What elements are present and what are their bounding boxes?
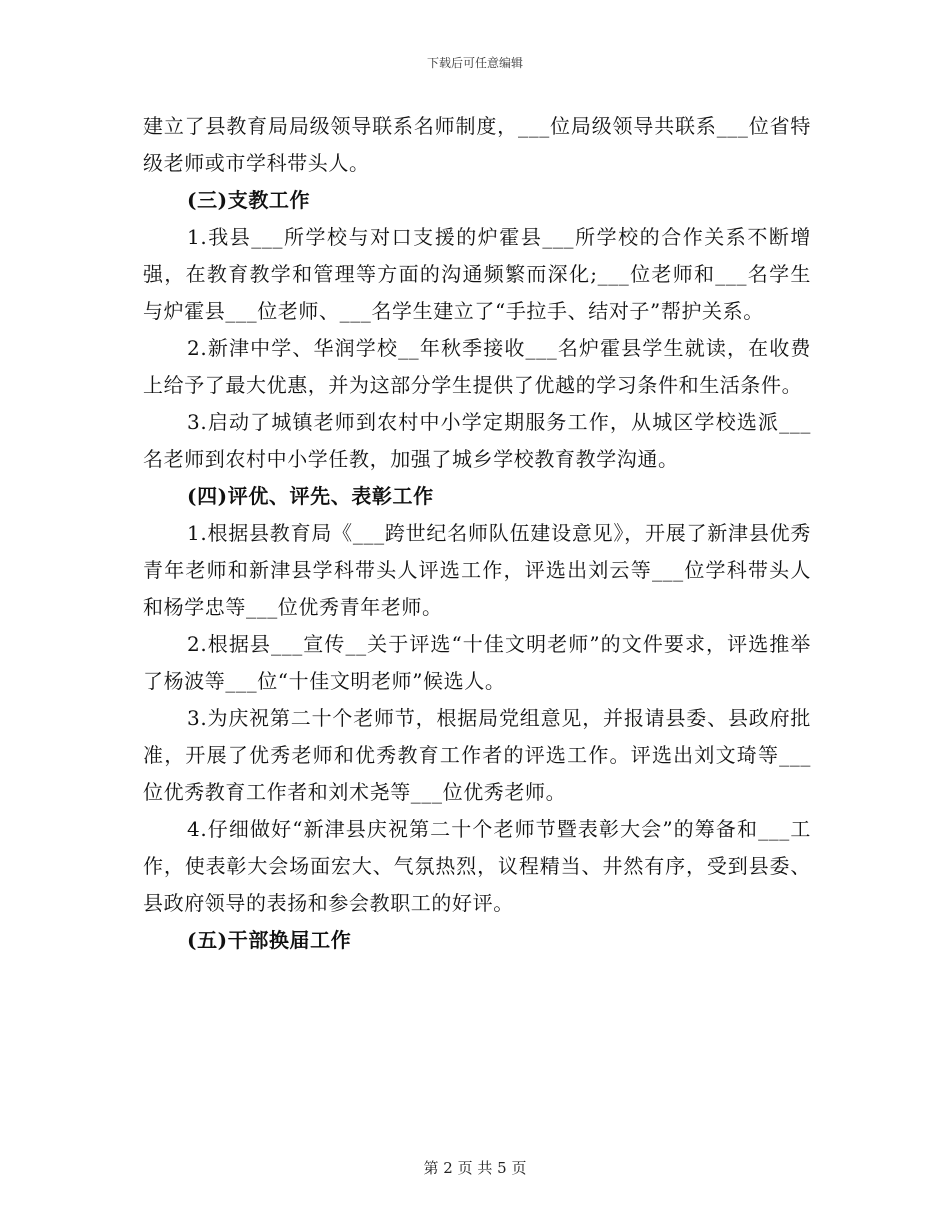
paragraph-4-1: 1.根据县教育局《___跨世纪名师队伍建设意见》，开展了新津县优秀青年老师和新津县学科带头人评选工作，评选出刘云等___位学科带头人和杨学忠等___位优秀青年老师。	[143, 521, 811, 619]
section-heading-4: (四)评优、评先、表彰工作	[187, 484, 434, 508]
paragraph-3-2: 2.新津中学、华润学校__年秋季接收___名炉霍县学生就读，在收费上给予了最大优惠，并为这部分学生提供了优越的学习条件和生活条件。	[143, 336, 811, 397]
paragraph-4-3: 3.为庆祝第二十个老师节，根据局党组意见，并报请县委、县政府批准，开展了优秀老师和优秀教育工作者的评选工作。评选出刘文琦等___位优秀教育工作者和刘术尧等___位优秀老师。	[143, 706, 811, 804]
paragraph-4-2: 2.根据县___宣传__关于评选“十佳文明老师”的文件要求，评选推举了杨波等___位“十佳文明老师”候选人。	[143, 632, 811, 693]
page-number: 第 2 页 共 5 页	[423, 1159, 527, 1177]
page-header-note: 下载后可任意编辑	[426, 56, 523, 70]
section-heading-5: (五)干部换届工作	[187, 928, 352, 952]
paragraph-3-1: 1.我县___所学校与对口支援的炉霍县___所学校的合作关系不断增强，在教育教学和管理等方面的沟通频繁而深化;___位老师和___名学生与炉霍县___位老师、___名学生建立了“手拉手、结对子”帮护关系。	[143, 225, 811, 323]
section-heading-3: (三)支教工作	[187, 188, 311, 212]
paragraph-continued: 建立了县教育局局级领导联系名师制度，___位局级领导共联系___位省特级老师或市学科带头人。	[143, 114, 811, 175]
paragraph-4-4: 4.仔细做好“新津县庆祝第二十个老师节暨表彰大会”的筹备和___工作，使表彰大会场面宏大、气氛热烈，议程精当、井然有序，受到县委、县政府领导的表扬和参会教职工的好评。	[143, 817, 811, 915]
paragraph-3-3: 3.启动了城镇老师到农村中小学定期服务工作，从城区学校选派___名老师到农村中小学任教，加强了城乡学校教育教学沟通。	[143, 410, 811, 471]
document-body	[143, 108, 811, 959]
